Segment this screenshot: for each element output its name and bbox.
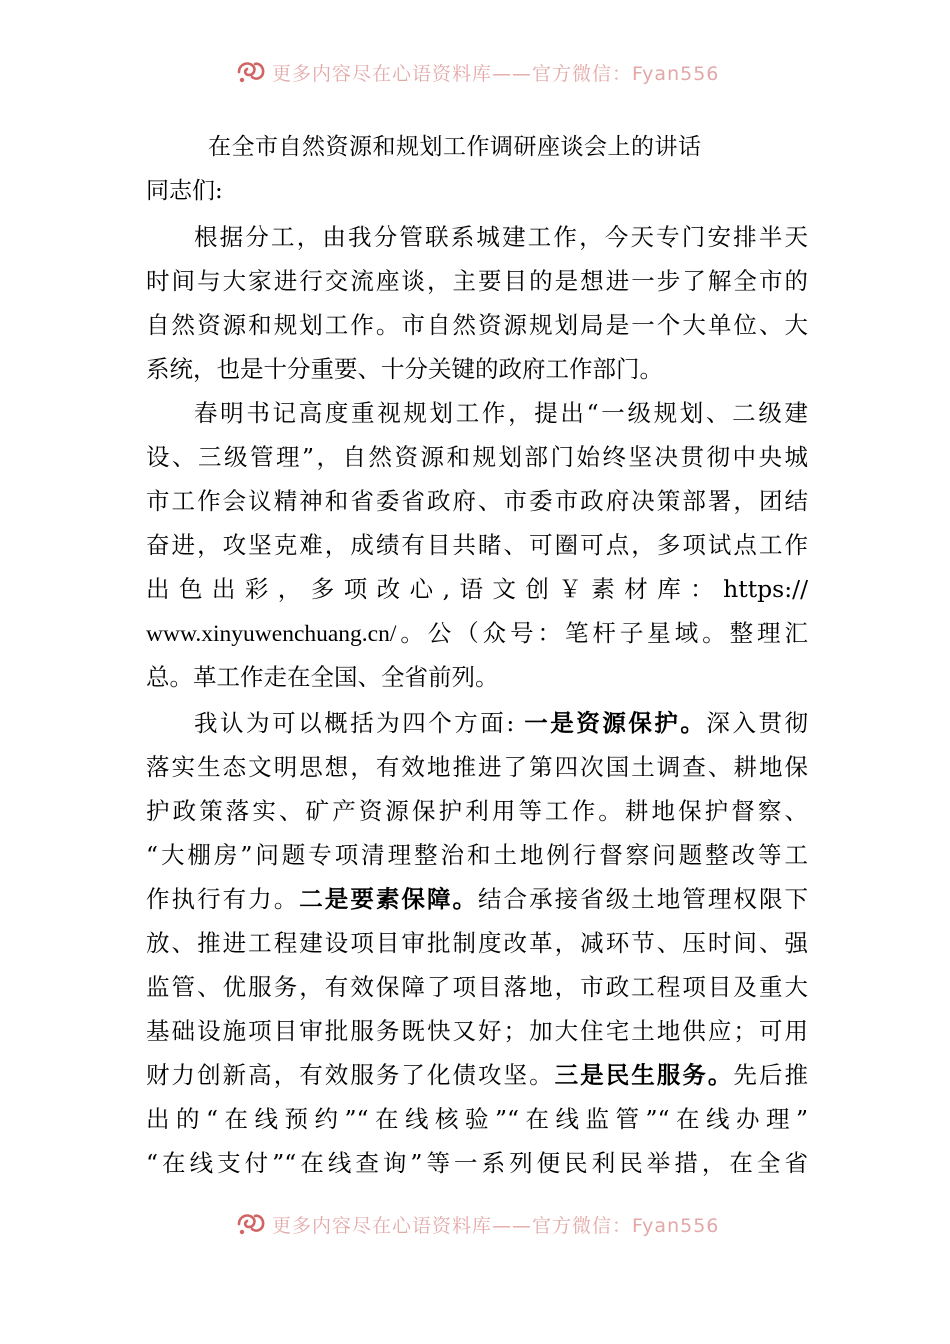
paragraph-line: 根据分工，由我分管联系城建工作，今天专门安排半天: [194, 223, 808, 251]
paragraph-line: 总。革工作走在全国、全省前列。: [146, 663, 499, 691]
paragraph-line: [146, 1056, 808, 1090]
paragraph-line: www.xinyuwenchuang.cn/。公（众号：笔杆子星域。整理汇: [146, 621, 808, 647]
paragraph-line: 时间与大家进行交流座谈，主要目的是想进一步了解全市的: [146, 267, 808, 295]
paragraph-line: 设、三级管理”，自然资源和规划部门始终坚决贯彻中央城: [146, 443, 808, 471]
paragraph-line: 市工作会议精神和省委省政府、市委市政府决策部署，团结: [146, 487, 808, 515]
paragraph-line: 放、推进工程建设项目审批制度改革，减环节、压时间、强: [146, 929, 808, 957]
line-text: 结合承接省级土地管理权限下: [478, 885, 809, 913]
key-point-heading: 二是要素保障。: [299, 885, 479, 913]
paragraph-line: “在线支付”“在线查询”等一系列便民利民举措，在全省: [146, 1149, 808, 1177]
line-text: 深入贯彻: [706, 709, 809, 737]
watermark-text: 更多内容尽在心语资料库——官方微信：Fyan556: [272, 62, 720, 85]
paragraph-line: 基础设施项目审批服务既快又好；加大住宅土地供应；可用: [146, 1017, 808, 1045]
paragraph-line: [146, 704, 808, 738]
paragraph-line: 出色出彩，多项改心,语文创￥素材库：https://: [146, 575, 808, 603]
key-point-heading: 三是民生服务。: [554, 1061, 734, 1089]
paragraph-line: “大棚房”问题专项清理整治和土地例行督察问题整改等工: [146, 841, 808, 869]
line-text: 财力创新高，有效服务了化债攻坚。: [146, 1061, 555, 1089]
paragraph-line: 奋进，攻坚克难，成绩有目共睹、可圈可点，多项试点工作: [146, 531, 808, 559]
paragraph-line: 护政策落实、矿产资源保护利用等工作。耕地保护督察、: [146, 797, 808, 825]
greeting: 同志们:: [146, 178, 223, 204]
line-text: 作执行有力。: [146, 885, 300, 913]
paragraph-line: 自然资源和规划工作。市自然资源规划局是一个大单位、大: [146, 311, 808, 339]
footer-watermark: [0, 1206, 950, 1242]
line-text: 先后推: [733, 1061, 809, 1089]
paragraph-line: 落实生态文明思想，有效地推进了第四次国土调查、耕地保: [146, 753, 808, 781]
paragraph-line: 系统，也是十分重要、十分关键的政府工作部门。: [146, 355, 663, 383]
paragraph-line: 监管、优服务，有效保障了项目落地，市政工程项目及重大: [146, 973, 808, 1001]
paragraph-line: 出的“在线预约”“在线核验”“在线监管”“在线办理”: [146, 1105, 808, 1133]
key-point-heading: 一是资源保护。: [524, 709, 707, 737]
watermark-text: 更多内容尽在心语资料库——官方微信：Fyan556: [272, 1214, 720, 1237]
paragraph-line: [146, 880, 808, 914]
brand-logo-icon: [236, 1211, 266, 1237]
brand-logo-icon: [236, 59, 266, 85]
line-text: 我认为可以概括为四个方面:: [194, 709, 525, 737]
paragraph-line: 春明书记高度重视规划工作，提出“一级规划、二级建: [194, 399, 808, 427]
page-title: 在全市自然资源和规划工作调研座谈会上的讲话: [208, 134, 702, 160]
header-watermark: [0, 54, 950, 90]
